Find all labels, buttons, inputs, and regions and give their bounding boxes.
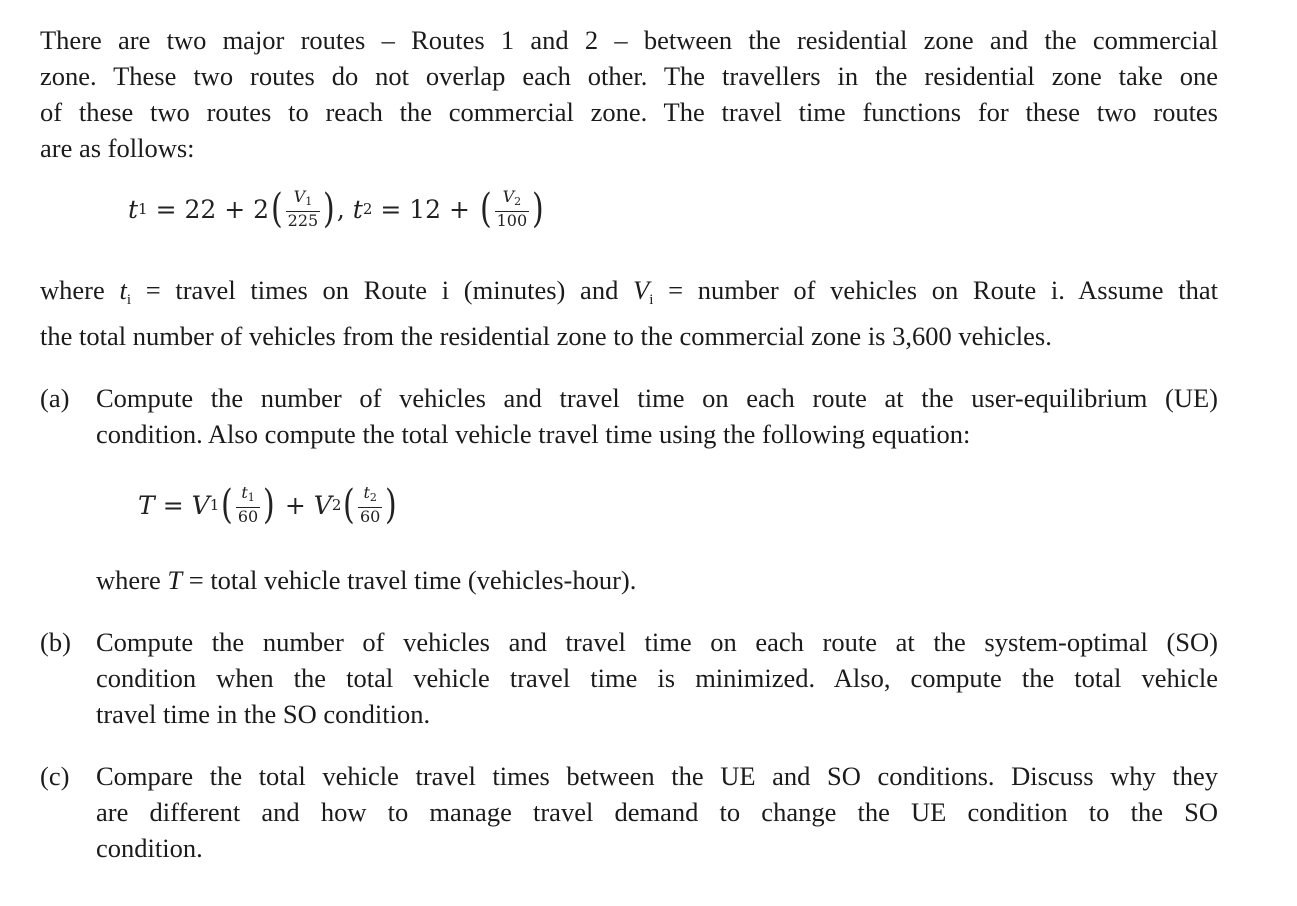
v1-subscript: 1 <box>305 195 313 208</box>
part-b-line: condition when the total vehicle travel time is minimized. Also, compute the total vehicle <box>96 663 1218 693</box>
total-time-definition <box>96 562 1196 598</box>
t2-constant: = 12 + <box>380 194 470 224</box>
intro-line: of these two routes to reach the commercial zone. The travel time functions for these two routes <box>40 97 1218 127</box>
text-fragment: where <box>40 275 120 305</box>
right-paren: ) <box>263 482 275 528</box>
total-travel-time-equation <box>138 484 399 526</box>
right-paren: ) <box>323 186 335 232</box>
travel-time-equations <box>128 188 546 230</box>
v2-symbol: V <box>502 187 515 206</box>
equation-separator: , <box>336 194 345 224</box>
denominator-60: 60 <box>237 507 259 526</box>
left-paren: ( <box>343 482 356 528</box>
ti-subscript: i <box>126 292 131 308</box>
denominator-225: 225 <box>287 211 319 230</box>
total-time-definition-line <box>96 562 1196 598</box>
right-paren: ) <box>532 186 544 232</box>
t2-symbol: t <box>352 194 363 224</box>
part-b-line: Compute the number of vehicles and travel time on each route at the system-optimal (SO) <box>96 627 1218 657</box>
vi-symbol: V <box>633 275 650 305</box>
fraction-t2-60 <box>358 484 382 526</box>
part-c-label: (c) <box>40 761 70 791</box>
text-fragment: = total vehicle travel time (vehicles-hour). <box>182 565 637 595</box>
part-c-line: are different and how to manage travel demand to change the UE condition to the SO <box>96 797 1218 827</box>
fraction-v2-100 <box>495 188 530 230</box>
intro-line: There are two major routes – Routes 1 and 2 – between the residential zone and the commercial <box>40 25 1218 55</box>
left-paren: ( <box>221 482 233 528</box>
t2-subscript: 2 <box>369 491 377 504</box>
t1-symbol: t <box>241 483 248 502</box>
vi-subscript: i <box>649 292 654 308</box>
part-c-line: condition. <box>96 833 203 863</box>
t2-subscript: 2 <box>362 200 373 218</box>
denominator-60: 60 <box>360 507 381 526</box>
definitions-line-1 <box>40 272 1218 318</box>
intro-line: zone. These two routes do not overlap each other. The travellers in the residential zone take one <box>40 61 1218 91</box>
part-a-label: (a) <box>40 383 70 413</box>
V1-subscript: 1 <box>209 496 220 514</box>
fraction-t1-60 <box>236 484 260 526</box>
equals-sign: = <box>162 490 184 520</box>
right-paren: ) <box>385 482 398 528</box>
part-b-label: (b) <box>40 627 71 657</box>
definitions-paragraph <box>40 272 1218 354</box>
left-paren: ( <box>479 186 492 232</box>
t2-symbol: t <box>363 483 370 502</box>
text-fragment: where <box>96 565 168 595</box>
text-fragment: = travel times on Route i (minutes) and <box>131 275 634 305</box>
v1-symbol: V <box>293 187 306 206</box>
t1-constant: = 22 + 2 <box>155 194 270 224</box>
intro-paragraph <box>40 22 1218 166</box>
intro-line: are as follows: <box>40 133 195 163</box>
T-symbol: T <box>138 490 155 520</box>
part-c-line: Compare the total vehicle travel times between the UE and SO conditions. Discuss why they <box>96 761 1218 791</box>
V2-subscript: 2 <box>331 496 342 514</box>
t1-subscript: 1 <box>247 491 255 504</box>
t1-symbol: t <box>128 194 139 224</box>
plus-sign: + <box>284 490 306 520</box>
ti-symbol: t <box>119 275 127 305</box>
V2-symbol: V <box>313 490 332 520</box>
v2-subscript: 2 <box>514 195 522 208</box>
part-a-line: Compute the number of vehicles and travel time on each route at the user-equilibrium (UE) <box>96 383 1218 413</box>
text-fragment: = number of vehicles on Route i. Assume that <box>653 275 1218 305</box>
definitions-line-2: the total number of vehicles from the residential zone to the commercial zone is 3,600 vehicles. <box>40 321 1052 351</box>
V1-symbol: V <box>191 490 210 520</box>
t1-subscript: 1 <box>138 200 148 218</box>
part-b-line: travel time in the SO condition. <box>96 699 431 729</box>
denominator-100: 100 <box>496 211 528 230</box>
T-symbol: T <box>167 565 183 595</box>
part-a-line: condition. Also compute the total vehicle travel time using the following equation: <box>96 419 971 449</box>
fraction-v1-225 <box>286 188 321 230</box>
left-paren: ( <box>270 186 283 232</box>
